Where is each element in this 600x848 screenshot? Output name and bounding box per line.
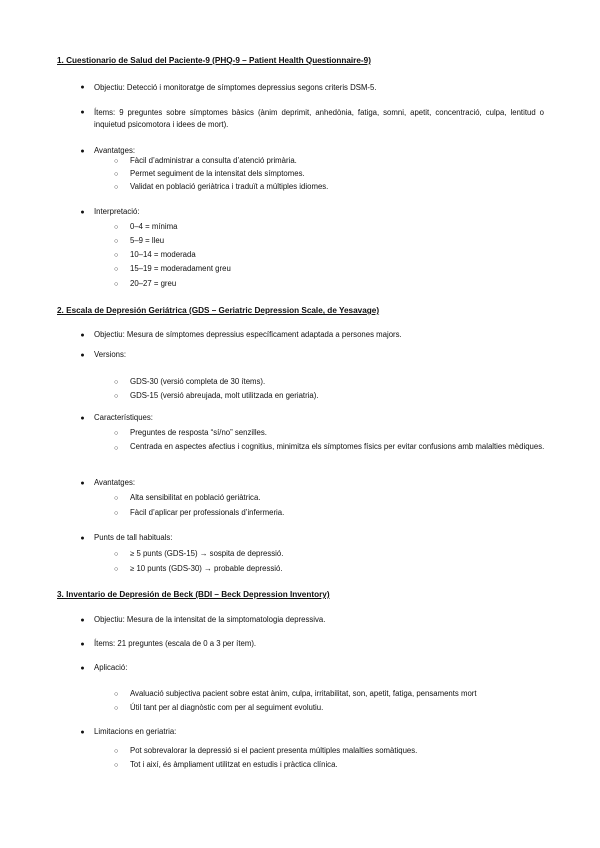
sub-item: Alta sensibilitat en població geriàtrica. — [130, 493, 261, 502]
sub-bullet: ○ — [114, 393, 119, 400]
sub-bullet: ○ — [114, 551, 119, 558]
sub-bullet: ○ — [114, 158, 119, 165]
bullet: ● — [80, 665, 85, 672]
sub-bullet: ○ — [114, 430, 119, 437]
sub-bullet: ○ — [114, 762, 119, 769]
sub-item: GDS-15 (versió abreujada, molt utilitzada en geriatria). — [130, 391, 319, 400]
sub-item: 0–4 = mínima — [130, 222, 178, 231]
list-item: Ítems: 9 preguntes sobre símptomes bàsics (ànim deprimit, anhedònia, fatiga, somni, apetit, concentració, culpa, lentitud o inquietud psicomotora i idees de mort). — [94, 108, 544, 129]
list-item: Ítems: 21 preguntes (escala de 0 a 3 per ítem). — [94, 639, 257, 648]
list-item: Interpretació: — [94, 207, 140, 216]
bullet: ● — [80, 617, 85, 624]
list-item: Aplicació: — [94, 663, 128, 672]
list-item: Versions: — [94, 350, 127, 359]
list-item: Objectiu: Mesura de la intensitat de la simptomatologia depressiva. — [94, 615, 326, 624]
sub-item: Permet seguiment de la intensitat dels símptomes. — [130, 169, 305, 178]
sub-item: 20–27 = greu — [130, 279, 177, 288]
sub-bullet: ○ — [114, 495, 119, 502]
sub-bullet: ○ — [114, 238, 119, 245]
list-item: Característiques: — [94, 413, 153, 422]
bullet: ● — [80, 84, 85, 91]
sub-item: Centrada en aspectes afectius i cognitius, minimitza els símptomes físics per evitar confusions amb malalties mèdiques. — [130, 442, 545, 451]
sub-bullet: ○ — [114, 379, 119, 386]
bullet: ● — [80, 109, 85, 116]
list-item: Avantatges: — [94, 146, 136, 155]
section-heading: 2. Escala de Depresión Geriátrica (GDS – Geriatric Depression Scale, de Yesavage) — [57, 306, 380, 315]
sub-item: Tot i així, és àmpliament utilitzat en estudis i pràctica clínica. — [130, 760, 338, 769]
bullet: ● — [80, 535, 85, 542]
sub-item: 5–9 = lleu — [130, 236, 165, 245]
list-item: Objectiu: Mesura de símptomes depressius específicament adaptada a persones majors. — [94, 330, 402, 339]
sub-item: ≥ 5 punts (GDS-15) → sospita de depressió. — [130, 549, 284, 558]
sub-item: Avaluació subjectiva pacient sobre estat ànim, culpa, irritabilitat, son, apetit, fatiga, pensaments mort — [130, 689, 477, 698]
bullet: ● — [80, 480, 85, 487]
sub-bullet: ○ — [114, 184, 119, 191]
sub-item: ≥ 10 punts (GDS-30) → probable depressió. — [130, 564, 283, 573]
bullet: ● — [80, 641, 85, 648]
sub-bullet: ○ — [114, 566, 119, 573]
sub-item: GDS-30 (versió completa de 30 ítems). — [130, 377, 266, 386]
sub-item: Fàcil d’administrar a consulta d’atenció primària. — [130, 156, 297, 165]
sub-bullet: ○ — [114, 224, 119, 231]
bullet: ● — [80, 729, 85, 736]
list-item: Limitacions en geriatria: — [94, 727, 177, 736]
sub-item: 10–14 = moderada — [130, 250, 196, 259]
list-item: Avantatges: — [94, 478, 136, 487]
sub-bullet: ○ — [114, 705, 119, 712]
bullet: ● — [80, 148, 85, 155]
sub-item: Útil tant per al diagnòstic com per al seguiment evolutiu. — [130, 703, 324, 712]
bullet: ● — [80, 352, 85, 359]
sub-item: Preguntes de resposta “sí/no” senzilles. — [130, 428, 267, 437]
section-heading: 3. Inventario de Depresión de Beck (BDI – Beck Depression Inventory) — [57, 590, 330, 599]
sub-bullet: ○ — [114, 691, 119, 698]
sub-bullet: ○ — [114, 281, 119, 288]
sub-bullet: ○ — [114, 445, 119, 452]
sub-bullet: ○ — [114, 266, 119, 273]
section-heading: 1. Cuestionario de Salud del Paciente-9 (PHQ-9 – Patient Health Questionnaire-9) — [57, 56, 371, 65]
sub-bullet: ○ — [114, 748, 119, 755]
bullet: ● — [80, 415, 85, 422]
bullet: ● — [80, 332, 85, 339]
sub-bullet: ○ — [114, 252, 119, 259]
sub-item: Fàcil d’aplicar per professionals d’infermeria. — [130, 508, 285, 517]
sub-item: Validat en població geriàtrica i traduït a múltiples idiomes. — [130, 182, 329, 191]
sub-bullet: ○ — [114, 510, 119, 517]
list-item: Punts de tall habituals: — [94, 533, 173, 542]
sub-item: Pot sobrevalorar la depressió si el pacient presenta múltiples malalties somàtiques. — [130, 746, 418, 755]
list-item: Objectiu: Detecció i monitoratge de símptomes depressius segons criteris DSM-5. — [94, 83, 377, 92]
sub-item: 15–19 = moderadament greu — [130, 264, 231, 273]
sub-bullet: ○ — [114, 171, 119, 178]
bullet: ● — [80, 209, 85, 216]
